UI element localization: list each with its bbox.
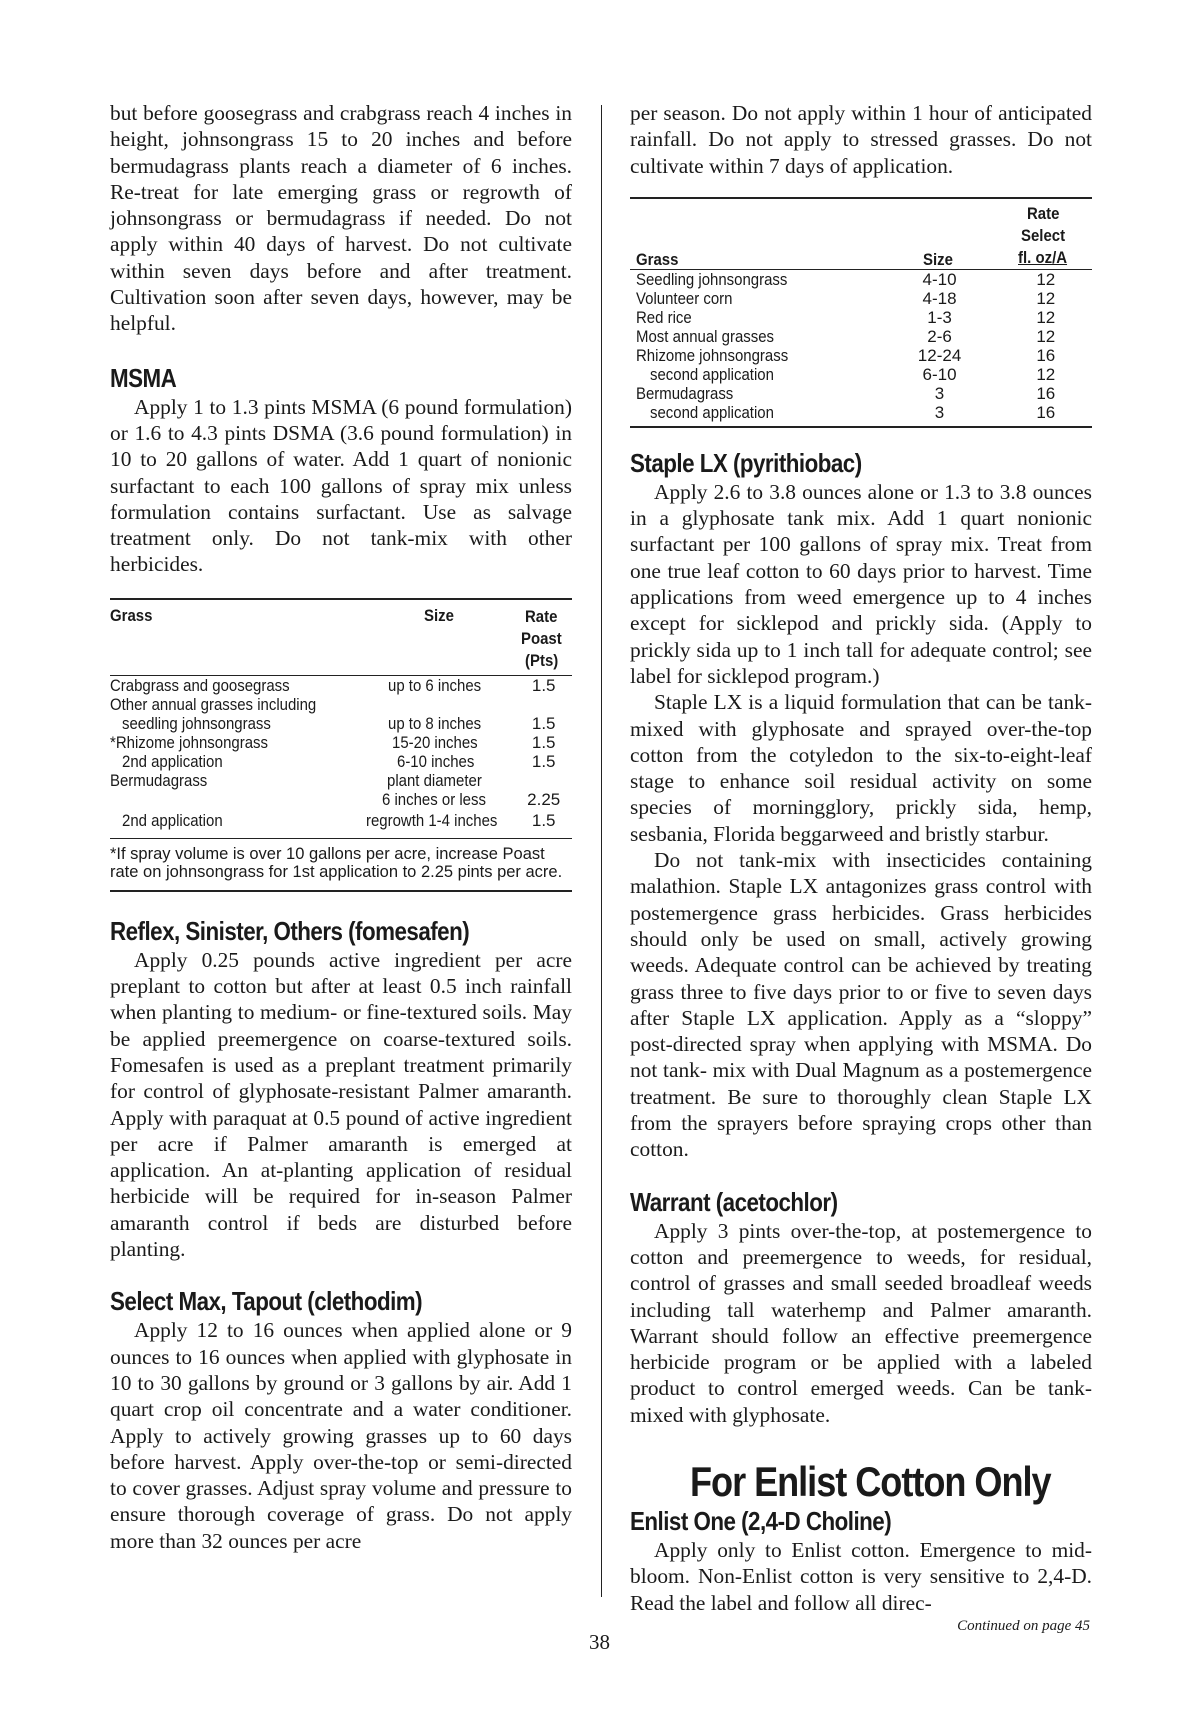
table-row: 2nd application 6-10 inches 1.5 xyxy=(122,751,556,771)
table-row: Seedling johnsongrass 4-10 12 xyxy=(636,269,1056,289)
select-rate-table xyxy=(630,197,1092,428)
poast-col-size: Size xyxy=(423,605,454,625)
table-row: second application 6-10 12 xyxy=(650,364,1056,384)
intro-paragraph: but before goosegrass and crabgrass reach 4 inches in height, johnsongrass 15 to 20 inches and before bermudagrass plants reach a diameter of 6 inches. Re-treat for late emerging grass or regrowth of johnsongrass or bermudagrass if needed. Do not apply within 40 days of harvest. Do not cultivate within seven days before and after treatment. Cultivation soon after seven days, however, may be helpful. xyxy=(110,101,572,336)
table-row: 6 inches or less 2.25 xyxy=(381,789,561,809)
staple-paragraph-2: Staple LX is a liquid formulation that can be tank-mixed with glyphosate and sprayed over-the-top cotton from the cotyledon to the six-to-eight-leaf stage to enhance soil residual activity on some species of morningglory, prickly sida, hemp, sesbania, Florida beggarweed and bristly starbur. xyxy=(630,690,1092,846)
select-paragraph: Apply 12 to 16 ounces when applied alone or 9 ounces to 16 ounces when applied with glyphosate in 10 to 30 gallons by ground or 3 gallons by air. Add 1 quart crop oil concentrate and a water conditioner. Apply to actively growing grasses up to 60 days before harvest. Apply over-the-top or semi-directed to cover grasses. Adjust spray volume and pressure to ensure thorough coverage of grass. Do not apply more than 32 ounces per acre xyxy=(110,1318,572,1553)
reflex-heading: Reflex, Sinister, Others (fomesafen) xyxy=(110,915,470,946)
select-col-grass: Grass xyxy=(636,249,679,269)
select-col-size: Size xyxy=(922,249,953,269)
enlist-paragraph: Apply only to Enlist cotton. Emergence to mid-bloom. Non-Enlist cotton is very sensitive to 2,4-D. Read the label and follow all direc- xyxy=(630,1537,1092,1615)
table-row: Red rice 1-3 12 xyxy=(636,307,1056,327)
left-column xyxy=(110,100,572,1554)
select-col-rate-2: Select xyxy=(1020,225,1065,245)
poast-col-rate-1: Rate xyxy=(525,606,558,626)
continued-note: Continued on page 45 xyxy=(957,1618,1090,1634)
table-row: Other annual grasses including xyxy=(110,694,317,714)
table-row: Bermudagrass 3 16 xyxy=(636,383,1056,403)
select-col-rate-1: Rate xyxy=(1027,203,1060,223)
table-row: Volunteer corn 4-18 12 xyxy=(636,288,1056,308)
select-heading: Select Max, Tapout (clethodim) xyxy=(110,1286,423,1317)
table-row: Rhizome johnsongrass 12-24 16 xyxy=(636,345,1056,365)
enlist-section-title: For Enlist Cotton Only xyxy=(690,1457,1051,1505)
warrant-heading: Warrant (acetochlor) xyxy=(630,1186,838,1217)
enlist-heading: Enlist One (2,4-D Choline) xyxy=(630,1505,892,1536)
table-row: Bermudagrass plant diameter xyxy=(110,770,482,790)
column-divider xyxy=(601,105,602,1597)
msma-paragraph: Apply 1 to 1.3 pints MSMA (6 pound formulation) or 1.6 to 4.3 pints DSMA (3.6 pound formulation) in 10 to 20 gallons of water. Add 1 quart of nonionic surfactant to each 100 gallons of spray mix unless formulation contains surfactant. Use as salvage treatment only. Do not tank-mix with other herbicides. xyxy=(110,394,572,577)
table-row: second application 3 16 xyxy=(650,402,1056,422)
page-number: 38 xyxy=(589,1630,610,1654)
poast-col-grass: Grass xyxy=(110,605,153,625)
table-row: Crabgrass and goosegrass up to 6 inches 1.5 xyxy=(110,675,556,695)
table-row: Most annual grasses 2-6 12 xyxy=(636,326,1056,346)
msma-heading: MSMA xyxy=(110,362,177,393)
right-intro-paragraph: per season. Do not apply within 1 hour of anticipated rainfall. Do not apply to stressed grasses. Do not cultivate within 7 days of application. xyxy=(630,101,1092,178)
poast-footnote: *If spray volume is over 10 gallons per acre, increase Poast rate on johnsongrass for 1st application to 2.25 pints per acre. xyxy=(110,838,572,882)
poast-col-rate-2: Poast xyxy=(520,628,562,648)
staple-paragraph-1: Apply 2.6 to 3.8 ounces alone or 1.3 to 3.8 ounces in a glyphosate tank mix. Add 1 quart nonionic surfactant per 100 gallons of spray mix. Treat from one true leaf cotton to 60 days prior to harvest. Time applications from weed emergence up to 4 inches except for sicklepod and prickly sida. (Apply to prickly sida up to 1 inch tall for adequate control; see label for sicklepod program.) xyxy=(630,479,1092,688)
staple-heading: Staple LX (pyrithiobac) xyxy=(630,447,862,478)
poast-table xyxy=(110,598,572,892)
staple-paragraph-3: Do not tank-mix with insecticides containing malathion. Staple LX antagonizes grass control with postemergence grass herbicides. Grass herbicides should only be used on small, actively growing weeds. Adequate control can be achieved by treating grass three to five days prior to or five to seven days after Staple LX application. Apply as a “sloppy” post-directed spray when applying with MSMA. Do not tank- mix with Dual Magnum as a postemergence treatment. Be sure to thoroughly clean Staple LX from the sprayers before spraying crops other than cotton. xyxy=(630,848,1092,1162)
warrant-paragraph: Apply 3 pints over-the-top, at postemergence to cotton and preemergence to weeds, for residual, control of grasses and small seeded broadleaf weeds including tall waterhemp and Palmer amaranth. Warrant should follow an effective preemergence herbicide program or be applied with a labeled product to control emerged weeds. Can be tank-mixed with glyphosate. xyxy=(630,1218,1092,1427)
poast-col-rate-3: (Pts) xyxy=(524,650,559,670)
right-column xyxy=(630,100,1092,1616)
table-row: 2nd application regrowth 1-4 inches 1.5 xyxy=(122,810,556,830)
table-row: *Rhizome johnsongrass 15-20 inches 1.5 xyxy=(110,732,556,752)
reflex-paragraph: Apply 0.25 pounds active ingredient per acre preplant to cotton but after at least 0.5 inch rainfall when planting to medium- or fine-textured soils. May be applied preemergence on coarse-textured soils. Fomesafen is used as a preplant treatment primarily for control of glyphosate-resistant Palmer amaranth. Apply with paraquat at 0.5 pound of active ingredient per acre if Palmer amaranth is emerged at application. An at-planting application of residual herbicide will be required for in-season Palmer amaranth control if beds are disturbed before planting. xyxy=(110,947,572,1262)
table-row: seedling johnsongrass up to 8 inches 1.5 xyxy=(122,713,556,733)
select-col-rate-3: fl. oz/A xyxy=(1017,247,1067,267)
